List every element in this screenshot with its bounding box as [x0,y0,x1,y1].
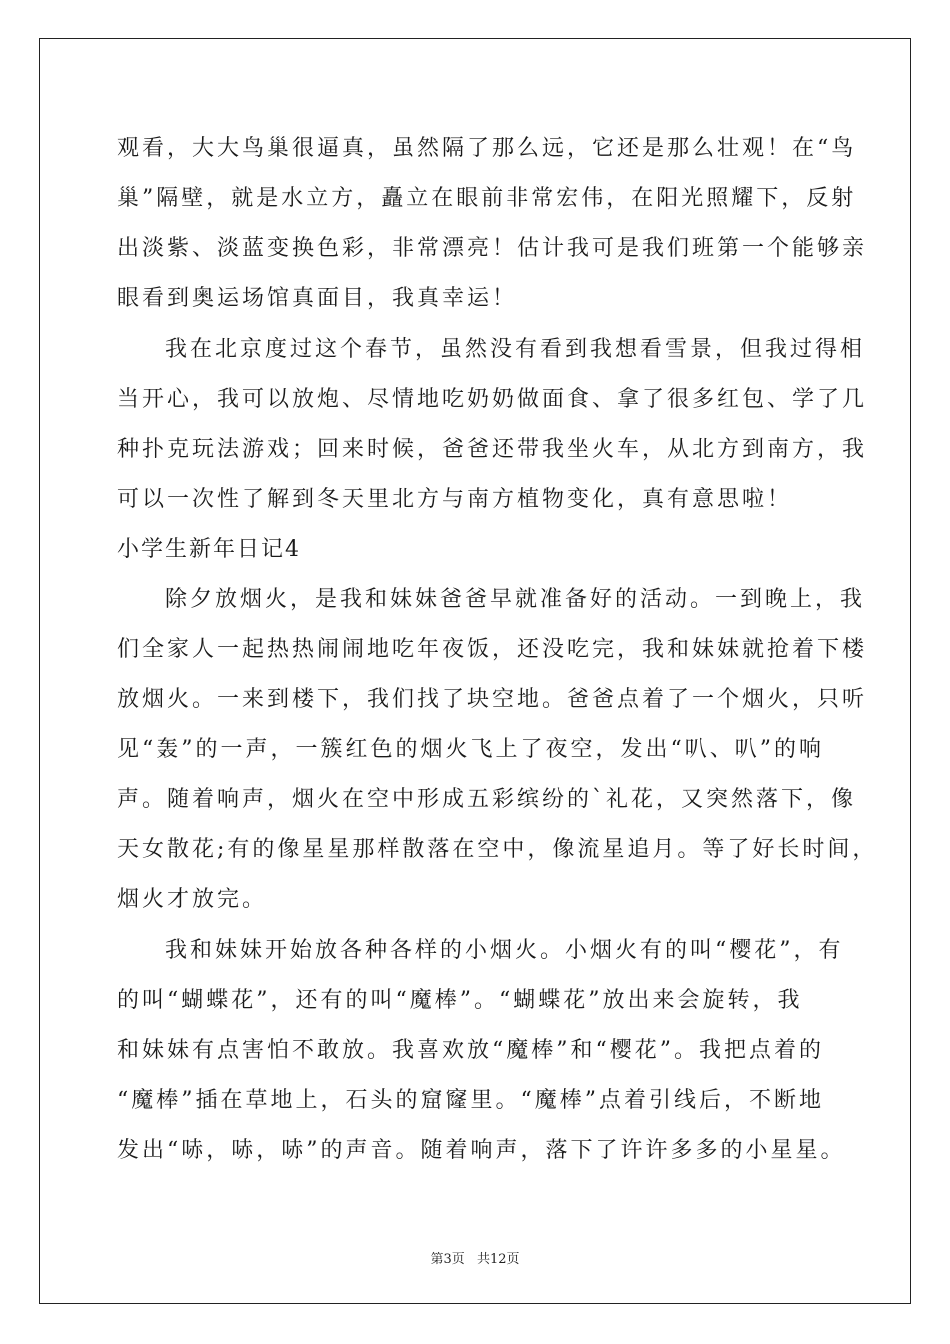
paragraph-line: 发出“哧，哧，哧”的声音。随着响声，落下了许许多多的小星星。 [117,1138,846,1163]
paragraph-line: 眼看到奥运场馆真面目，我真幸运！ [117,286,518,311]
paragraph-line: 和妹妹有点害怕不敢放。我喜欢放“魔棒”和“樱花”。我把点着的 [117,1038,824,1063]
paragraph-line: 我在北京度过这个春节，虽然没有看到我想看雪景，但我过得相 [165,337,866,362]
paragraph-line: 天女散花;有的像星星那样散落在空中，像流星追月。等了好长时间， [117,837,878,862]
paragraph-line: 可以一次性了解到冬天里北方与南方植物变化，真有意思啦！ [117,487,793,512]
paragraph-line: 当开心，我可以放炮、尽情地吃奶奶做面食、拿了很多红包、学了几 [117,387,868,412]
paragraph-line: 除夕放烟火，是我和妹妹爸爸早就准备好的活动。一到晚上，我 [165,587,866,612]
paragraph-line: 们全家人一起热热闹闹地吃年夜饭，还没吃完，我和妹妹就抢着下楼 [117,637,868,662]
paragraph-line: 种扑克玩法游戏；回来时候，爸爸还带我坐火车，从北方到南方，我 [117,437,868,462]
paragraph-line: “魔棒”插在草地上，石头的窟窿里。“魔棒”点着引线后，不断地 [117,1088,824,1113]
paragraph-line: 我和妹妹开始放各种各样的小烟火。小烟火有的叫“樱花”，有 [165,938,844,963]
paragraph-line: 声。随着响声，烟火在空中形成五彩缤纷的`礼花，又突然落下，像 [117,787,857,812]
page-footer [0,1248,950,1267]
paragraph-line: 观看，大大鸟巢很逼真，虽然隔了那么远，它还是那么壮观！在“鸟 [117,136,857,161]
paragraph-line: 见“轰”的一声，一簇红色的烟火飞上了夜空，发出“叭、叭”的响 [117,737,824,762]
page-total: 共12页 [476,1252,520,1267]
paragraph-line: 出淡紫、淡蓝变换色彩，非常漂亮！估计我可是我们班第一个能够亲 [117,236,868,261]
section-title: 小学生新年日记4 [117,537,301,562]
page-number: 第3页 [430,1252,465,1267]
paragraph-line: 的叫“蝴蝶花”，还有的叫“魔棒”。“蝴蝶花”放出来会旋转，我 [117,988,803,1013]
paragraph-line: 烟火才放完。 [117,887,268,912]
paragraph-line: 巢”隔壁，就是水立方，矗立在眼前非常宏伟，在阳光照耀下，反射 [117,186,857,211]
paragraph-line: 放烟火。一来到楼下，我们找了块空地。爸爸点着了一个烟火，只听 [117,687,868,712]
